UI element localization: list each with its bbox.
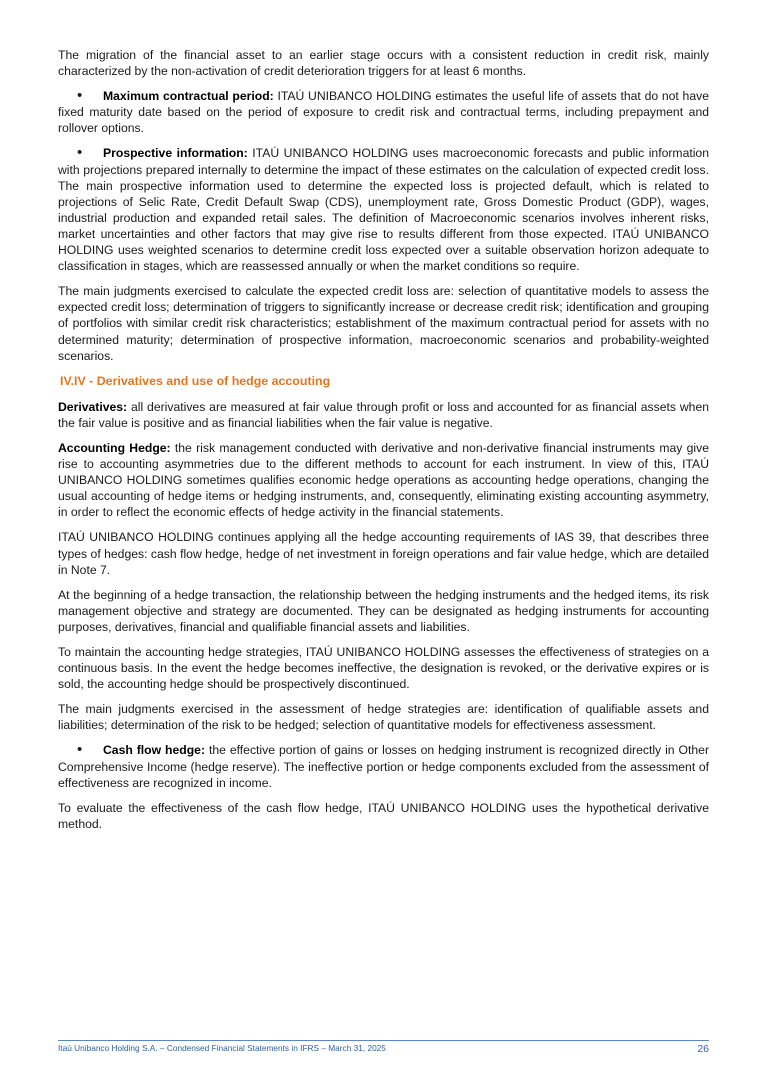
bullet-text-maximum: ITAÚ UNIBANCO HOLDING estimates the useful life of assets that do not have fixed maturity date based on the period of exposure to credit risk and contractual terms, including prepayment and rollover options. bbox=[58, 89, 709, 136]
page-body bbox=[58, 47, 709, 841]
paragraph-evaluate: To evaluate the effectiveness of the cash flow hedge, ITAÚ UNIBANCO HOLDING uses the hypothetical derivative method. bbox=[58, 800, 709, 831]
paragraph-hedge-judgments: The main judgments exercised in the assessment of hedge strategies are: identification of qualifiable assets and liabilities; determination of the risk to be hedged; selection of quantitative models for effectiveness assessment. bbox=[58, 702, 709, 733]
bullet-maximum-contractual-period bbox=[58, 88, 709, 136]
text-derivatives: all derivatives are measured at fair value through profit or loss and accounted for as financial assets when the fair value is positive and as financial liabilities when the fair value is negative. bbox=[58, 399, 709, 430]
page-number: 26 bbox=[697, 1043, 709, 1055]
paragraph-migration: The migration of the financial asset to an earlier stage occurs with a consistent reduction in credit risk, mainly characterized by the non-activation of credit deterioration triggers for at least 6 months. bbox=[58, 48, 709, 79]
bullet-lead-prospective: Prospective information: bbox=[103, 146, 248, 161]
bullet-icon: • bbox=[77, 87, 83, 105]
bullet-text-cash-flow: the effective portion of gains or losses on hedging instrument is recognized directly in Other Comprehensive Income (hedge reserve). The ineffective portion or hedge components excluded from the assessment of effectiveness are recognized in income. bbox=[58, 743, 709, 790]
footer-divider bbox=[58, 1040, 709, 1041]
term-derivatives: Derivatives: bbox=[58, 399, 128, 414]
bullet-lead-maximum: Maximum contractual period: bbox=[103, 89, 274, 104]
bullet-text-prospective: ITAÚ UNIBANCO HOLDING uses macroeconomic forecasts and public information with projections prepared internally to determine the impact of these estimates on the calculation of expected credit loss. The main prospective information used to determine the expected loss is projected default, which is related to projections of Selic Rate, Credit Default Swap (CDS), unemployment rate, Gross Domestic Product (GDP), wages, industrial production and expanded retail sales. The definition of Macroeconomic scenarios involves inherent risks, market uncertainties and other factors that may give rise to results different from those expected. ITAÚ UNIBANCO HOLDING uses weighted scenarios to determine credit loss expected over a suitable observation horizon adequate to classification in stages, which are reassessed annually or when the market conditions so require. bbox=[58, 146, 709, 274]
paragraph-beginning: At the beginning of a hedge transaction, the relationship between the hedging instruments and the hedged items, its risk management objective and strategy are documented. They can be designated as hedging instruments for accounting purposes, derivatives, financial and qualifiable financial assets and liabilities. bbox=[58, 587, 709, 634]
bullet-icon: • bbox=[77, 144, 83, 162]
term-accounting-hedge: Accounting Hedge: bbox=[58, 440, 171, 455]
bullet-prospective-information bbox=[58, 145, 709, 274]
paragraph-ias39: ITAÚ UNIBANCO HOLDING continues applying all the hedge accounting requirements of IAS 39, that describes three types of hedges: cash flow hedge, hedge of net investment in foreign operations and fair value hedge, which are detailed in Note 7. bbox=[58, 530, 709, 577]
footer-document-title: Itaú Unibanco Holding S.A. – Condensed Financial Statements in IFRS – March 31, 2025 bbox=[58, 1043, 386, 1053]
section-heading: IV.IV - Derivatives and use of hedge accouting bbox=[60, 373, 331, 388]
paragraph-derivatives bbox=[58, 399, 709, 431]
paragraph-maintain: To maintain the accounting hedge strategies, ITAÚ UNIBANCO HOLDING assesses the effectiveness of strategies on a continuous basis. In the event the hedge becomes ineffective, the designation is revoked, or the derivative expires or is sold, the accounting hedge should be prospectively discontinued. bbox=[58, 645, 709, 692]
paragraph-main-judgments: The main judgments exercised to calculate the expected credit loss are: selection of quantitative models to assess the expected credit loss; determination of triggers to significantly increase or decrease credit risk; identification and grouping of portfolios with similar credit risk characteristics; establishment of the maximum contractual period for assets with no determined maturity; determination of prospective information, macroeconomic scenarios and probability-weighted scenarios. bbox=[58, 284, 709, 363]
text-accounting-hedge: the risk management conducted with derivative and non-derivative financial instruments may give rise to accounting asymmetries due to the different methods to account for each instrument. In view of this, ITAÚ UNIBANCO HOLDING sometimes qualifies economic hedge operations as accounting hedge operations, changing the usual accounting of hedge items or hedging instruments, and, consequently, eliminating existing accounting asymmetry, in order to reflect the economic effects of hedge activity in the financial statements. bbox=[58, 440, 709, 520]
bullet-lead-cash-flow: Cash flow hedge: bbox=[103, 743, 206, 758]
paragraph-accounting-hedge bbox=[58, 440, 709, 520]
bullet-cash-flow-hedge bbox=[58, 742, 709, 790]
bullet-icon: • bbox=[77, 741, 83, 759]
